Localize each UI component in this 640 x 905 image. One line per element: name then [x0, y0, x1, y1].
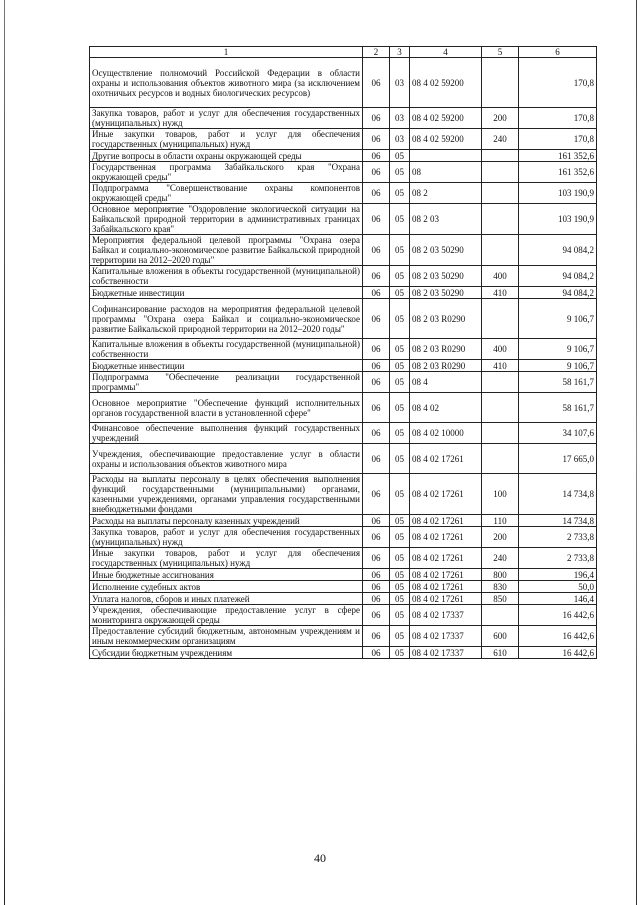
table-row [90, 299, 597, 339]
row-section-cell: 06 [363, 605, 390, 626]
row-name-cell: Уплата налогов, сборов и иных платежей [90, 593, 363, 605]
row-section-cell: 06 [363, 150, 390, 162]
row-amount-cell: 103 190,9 [519, 183, 597, 204]
row-expense-type-cell [482, 162, 519, 183]
table-row [90, 372, 597, 393]
row-expense-type-cell [482, 605, 519, 626]
row-subsection-cell: 05 [390, 299, 410, 339]
row-subsection-cell: 05 [390, 474, 410, 515]
row-expense-type-cell [482, 58, 519, 108]
row-section-cell: 06 [363, 569, 390, 581]
row-section-cell: 06 [363, 593, 390, 605]
row-expense-type-cell [482, 183, 519, 204]
row-expense-type-cell: 100 [482, 474, 519, 515]
table-row [90, 647, 597, 659]
row-target-article-cell: 08 2 03 R0290 [410, 299, 482, 339]
row-target-article-cell: 08 2 03 [410, 204, 482, 235]
row-name-cell: Капитальные вложения в объекты государственной (муниципальной) собственности [90, 266, 363, 287]
row-section-cell: 06 [363, 58, 390, 108]
table-row [90, 626, 597, 647]
row-amount-cell: 14 734,8 [519, 515, 597, 527]
row-amount-cell: 2 733,8 [519, 548, 597, 569]
row-expense-type-cell [482, 204, 519, 235]
row-subsection-cell: 05 [390, 515, 410, 527]
row-section-cell: 06 [363, 474, 390, 515]
row-amount-cell: 196,4 [519, 569, 597, 581]
column-header-5: 5 [482, 47, 519, 58]
row-amount-cell: 16 442,6 [519, 647, 597, 659]
column-header-4: 4 [410, 47, 482, 58]
row-expense-type-cell: 240 [482, 129, 519, 150]
row-name-cell: Иные закупки товаров, работ и услуг для обеспечения государственных (муниципальных) нужд [90, 548, 363, 569]
row-amount-cell: 94 084,2 [519, 266, 597, 287]
table-row [90, 474, 597, 515]
row-expense-type-cell [482, 372, 519, 393]
row-target-article-cell: 08 2 03 50290 [410, 235, 482, 266]
row-amount-cell: 16 442,6 [519, 626, 597, 647]
row-name-cell: Бюджетные инвестиции [90, 360, 363, 372]
row-target-article-cell: 08 4 02 [410, 393, 482, 423]
table-row [90, 162, 597, 183]
row-subsection-cell: 05 [390, 548, 410, 569]
table-row [90, 204, 597, 235]
row-section-cell: 06 [363, 129, 390, 150]
row-name-cell: Субсидии бюджетным учреждениям [90, 647, 363, 659]
scan-edge-right [636, 0, 637, 905]
row-target-article-cell: 08 4 02 17261 [410, 444, 482, 474]
row-target-article-cell: 08 4 02 59200 [410, 129, 482, 150]
row-expense-type-cell: 610 [482, 647, 519, 659]
row-subsection-cell: 05 [390, 605, 410, 626]
row-amount-cell: 17 665,0 [519, 444, 597, 474]
row-expense-type-cell: 200 [482, 108, 519, 129]
column-header-2: 2 [363, 47, 390, 58]
row-target-article-cell: 08 4 02 17261 [410, 581, 482, 593]
table-row [90, 515, 597, 527]
row-section-cell: 06 [363, 360, 390, 372]
table-row [90, 593, 597, 605]
row-section-cell: 06 [363, 183, 390, 204]
row-section-cell: 06 [363, 548, 390, 569]
table-row [90, 235, 597, 266]
table-row [90, 287, 597, 299]
row-expense-type-cell: 400 [482, 266, 519, 287]
row-name-cell: Предоставление субсидий бюджетным, автономным учреждениям и иным некоммерческим организациям [90, 626, 363, 647]
row-target-article-cell: 08 4 [410, 372, 482, 393]
column-header-6: 6 [519, 47, 597, 58]
row-name-cell: Расходы на выплаты персоналу в целях обеспечения выполнения функций государственными (муниципальными) органами, казенными учреждениями, органами управления государственными внебюджетными фондами [90, 474, 363, 515]
row-subsection-cell: 03 [390, 108, 410, 129]
row-subsection-cell: 05 [390, 287, 410, 299]
row-name-cell: Подпрограмма "Обеспечение реализации государственной программы" [90, 372, 363, 393]
row-expense-type-cell: 200 [482, 527, 519, 548]
row-name-cell: Капитальные вложения в объекты государственной (муниципальной) собственности [90, 339, 363, 360]
table-row [90, 360, 597, 372]
row-subsection-cell: 05 [390, 339, 410, 360]
row-name-cell: Государственная программа Забайкальского края "Охрана окружающей среды" [90, 162, 363, 183]
row-section-cell: 06 [363, 444, 390, 474]
row-name-cell: Учреждения, обеспечивающие предоставление услуг в сфере мониторинга окружающей среды [90, 605, 363, 626]
row-target-article-cell: 08 4 02 17261 [410, 515, 482, 527]
row-section-cell: 06 [363, 287, 390, 299]
row-expense-type-cell [482, 423, 519, 444]
row-target-article-cell: 08 4 02 17261 [410, 548, 482, 569]
row-name-cell: Расходы на выплаты персоналу казенных учреждений [90, 515, 363, 527]
row-name-cell: Осуществление полномочий Российской Федерации в области охраны и использования объектов животного мира (за исключением охотничьих ресурсов и водных биологических ресурсов) [90, 58, 363, 108]
budget-table [89, 46, 597, 659]
row-amount-cell: 2 733,8 [519, 527, 597, 548]
row-target-article-cell: 08 4 02 17261 [410, 474, 482, 515]
row-expense-type-cell [482, 444, 519, 474]
row-section-cell: 06 [363, 339, 390, 360]
row-target-article-cell: 08 4 02 17261 [410, 569, 482, 581]
table-row [90, 569, 597, 581]
row-target-article-cell: 08 2 [410, 183, 482, 204]
row-name-cell: Мероприятия федеральной целевой программы "Охрана озера Байкал и социально-экономическое развитие Байкальской природной территории на 2012–2020 годы" [90, 235, 363, 266]
row-target-article-cell: 08 4 02 59200 [410, 58, 482, 108]
row-amount-cell: 103 190,9 [519, 204, 597, 235]
table-row [90, 150, 597, 162]
table-row [90, 339, 597, 360]
row-section-cell: 06 [363, 626, 390, 647]
row-section-cell: 06 [363, 515, 390, 527]
row-subsection-cell: 05 [390, 527, 410, 548]
row-subsection-cell: 05 [390, 372, 410, 393]
table-row [90, 423, 597, 444]
page-number: 40 [314, 851, 326, 865]
row-amount-cell: 161 352,6 [519, 162, 597, 183]
row-target-article-cell: 08 4 02 59200 [410, 108, 482, 129]
row-name-cell: Закупка товаров, работ и услуг для обеспечения государственных (муниципальных) нужд [90, 108, 363, 129]
table-row [90, 581, 597, 593]
row-target-article-cell: 08 2 03 50290 [410, 266, 482, 287]
row-subsection-cell: 05 [390, 393, 410, 423]
row-expense-type-cell [482, 150, 519, 162]
row-amount-cell: 9 106,7 [519, 360, 597, 372]
row-target-article-cell: 08 4 02 17261 [410, 527, 482, 548]
table-row [90, 183, 597, 204]
table-row [90, 129, 597, 150]
row-target-article-cell: 08 4 02 17337 [410, 605, 482, 626]
row-section-cell: 06 [363, 393, 390, 423]
row-target-article-cell: 08 2 03 R0290 [410, 339, 482, 360]
row-name-cell: Основное мероприятие "Обеспечение функций исполнительных органов государственной власти в установленной сфере" [90, 393, 363, 423]
row-expense-type-cell: 800 [482, 569, 519, 581]
row-target-article-cell: 08 [410, 162, 482, 183]
row-subsection-cell: 03 [390, 58, 410, 108]
row-expense-type-cell: 410 [482, 360, 519, 372]
table-row [90, 548, 597, 569]
column-header-1: 1 [90, 47, 363, 58]
row-subsection-cell: 05 [390, 183, 410, 204]
table-row [90, 108, 597, 129]
row-subsection-cell: 05 [390, 647, 410, 659]
row-subsection-cell: 05 [390, 444, 410, 474]
row-amount-cell: 170,8 [519, 108, 597, 129]
column-header-3: 3 [390, 47, 410, 58]
row-section-cell: 06 [363, 423, 390, 444]
row-target-article-cell: 08 4 02 17337 [410, 647, 482, 659]
row-subsection-cell: 05 [390, 235, 410, 266]
column-header-row [90, 47, 597, 58]
row-expense-type-cell: 600 [482, 626, 519, 647]
row-subsection-cell: 05 [390, 204, 410, 235]
row-subsection-cell: 05 [390, 626, 410, 647]
row-section-cell: 06 [363, 581, 390, 593]
row-amount-cell: 161 352,6 [519, 150, 597, 162]
row-subsection-cell: 05 [390, 150, 410, 162]
table-row [90, 444, 597, 474]
row-section-cell: 06 [363, 108, 390, 129]
row-expense-type-cell: 400 [482, 339, 519, 360]
row-amount-cell: 170,8 [519, 58, 597, 108]
row-name-cell: Бюджетные инвестиции [90, 287, 363, 299]
row-amount-cell: 14 734,8 [519, 474, 597, 515]
row-name-cell: Закупка товаров, работ и услуг для обеспечения государственных (муниципальных) нужд [90, 527, 363, 548]
table-row [90, 393, 597, 423]
row-expense-type-cell: 240 [482, 548, 519, 569]
row-target-article-cell: 08 2 03 50290 [410, 287, 482, 299]
row-amount-cell: 146,4 [519, 593, 597, 605]
row-name-cell: Софинансирование расходов на мероприятия федеральной целевой программы "Охрана озера Байкал и социально-экономическое развитие Байкальской природной территории на 2012–2020 годы" [90, 299, 363, 339]
row-section-cell: 06 [363, 235, 390, 266]
row-amount-cell: 58 161,7 [519, 372, 597, 393]
row-expense-type-cell [482, 299, 519, 339]
row-subsection-cell: 05 [390, 162, 410, 183]
row-expense-type-cell [482, 393, 519, 423]
row-section-cell: 06 [363, 527, 390, 548]
row-target-article-cell: 08 2 03 R0290 [410, 360, 482, 372]
row-expense-type-cell: 830 [482, 581, 519, 593]
row-subsection-cell: 05 [390, 569, 410, 581]
row-subsection-cell: 05 [390, 593, 410, 605]
row-name-cell: Иные бюджетные ассигнования [90, 569, 363, 581]
row-amount-cell: 94 084,2 [519, 235, 597, 266]
row-amount-cell: 9 106,7 [519, 299, 597, 339]
table-row [90, 605, 597, 626]
row-amount-cell: 9 106,7 [519, 339, 597, 360]
row-subsection-cell: 03 [390, 129, 410, 150]
row-section-cell: 06 [363, 162, 390, 183]
row-expense-type-cell: 410 [482, 287, 519, 299]
row-amount-cell: 50,0 [519, 581, 597, 593]
row-name-cell: Финансовое обеспечение выполнения функций государственных учреждений [90, 423, 363, 444]
table-row [90, 58, 597, 108]
row-subsection-cell: 05 [390, 581, 410, 593]
row-target-article-cell: 08 4 02 17337 [410, 626, 482, 647]
row-subsection-cell: 05 [390, 360, 410, 372]
row-amount-cell: 16 442,6 [519, 605, 597, 626]
row-target-article-cell: 08 4 02 10000 [410, 423, 482, 444]
row-target-article-cell [410, 150, 482, 162]
table-row [90, 266, 597, 287]
row-target-article-cell: 08 4 02 17261 [410, 593, 482, 605]
row-name-cell: Основное мероприятие "Оздоровление экологической ситуации на Байкальской природной территории в административных границах Забайкальского края" [90, 204, 363, 235]
row-name-cell: Подпрограмма "Совершенствование охраны компонентов окружающей среды" [90, 183, 363, 204]
row-amount-cell: 58 161,7 [519, 393, 597, 423]
scan-edge-left [4, 0, 5, 905]
row-expense-type-cell [482, 235, 519, 266]
row-amount-cell: 34 107,6 [519, 423, 597, 444]
row-subsection-cell: 05 [390, 266, 410, 287]
row-amount-cell: 94 084,2 [519, 287, 597, 299]
row-expense-type-cell: 110 [482, 515, 519, 527]
row-name-cell: Иные закупки товаров, работ и услуг для обеспечения государственных (муниципальных) нужд [90, 129, 363, 150]
row-section-cell: 06 [363, 647, 390, 659]
row-name-cell: Исполнение судебных актов [90, 581, 363, 593]
row-section-cell: 06 [363, 266, 390, 287]
row-section-cell: 06 [363, 204, 390, 235]
row-section-cell: 06 [363, 372, 390, 393]
row-name-cell: Учреждения, обеспечивающие предоставление услуг в области охраны и использования объектов животного мира [90, 444, 363, 474]
table-row [90, 527, 597, 548]
row-subsection-cell: 05 [390, 423, 410, 444]
row-amount-cell: 170,8 [519, 129, 597, 150]
row-expense-type-cell: 850 [482, 593, 519, 605]
row-name-cell: Другие вопросы в области охраны окружающей среды [90, 150, 363, 162]
row-section-cell: 06 [363, 299, 390, 339]
